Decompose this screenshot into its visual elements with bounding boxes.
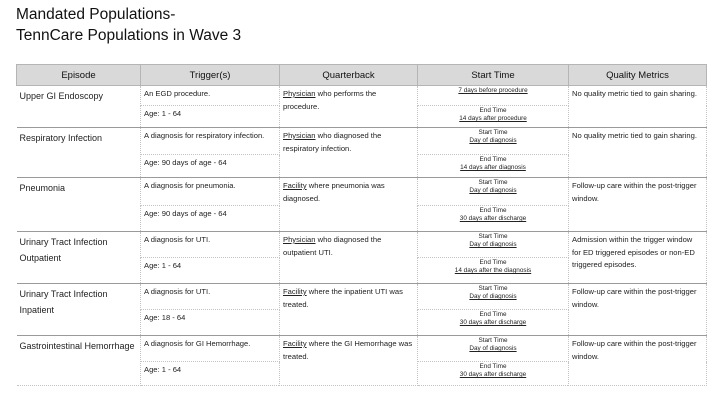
quality-metric: Follow-up care within the post-trigger window.	[569, 336, 707, 386]
quarterback-desc: who performs the procedure.	[283, 89, 377, 111]
quality-metric: No quality metric tied to gain sharing.	[569, 128, 707, 178]
episode-name: Respiratory Infection	[17, 128, 141, 178]
table-row	[17, 232, 707, 258]
start-label: Start Time	[478, 233, 508, 240]
header-start-time: Start Time	[418, 65, 569, 86]
start-time-cell	[418, 128, 569, 155]
quarterback-role: Physician	[283, 89, 316, 98]
episodes-table	[16, 64, 707, 386]
quarterback-desc: where the GI Hemorrhage was treated.	[283, 339, 413, 361]
start-value: Day of diagnosis	[469, 293, 517, 300]
start-label: Start Time	[478, 337, 508, 344]
age-range: Age: 90 days of age - 64	[141, 206, 280, 232]
end-value: 14 days after procedure	[459, 115, 527, 122]
quarterback-cell	[280, 232, 418, 284]
end-time-cell	[418, 206, 569, 232]
start-value: Day of diagnosis	[469, 137, 517, 144]
episode-name: Urinary Tract Infection Inpatient	[17, 284, 141, 336]
end-value: 14 days after diagnosis	[460, 164, 526, 171]
start-time-cell	[418, 284, 569, 310]
start-time-cell	[418, 178, 569, 206]
start-label: Start Time	[478, 285, 508, 292]
table-row	[17, 336, 707, 362]
header-trigger: Trigger(s)	[141, 65, 280, 86]
start-time-cell	[418, 86, 569, 106]
quarterback-desc: who diagnosed the outpatient UTI.	[283, 235, 382, 257]
quarterback-cell	[280, 128, 418, 178]
trigger-text: A diagnosis for UTI.	[141, 284, 280, 310]
age-range: Age: 1 - 64	[141, 362, 280, 386]
quarterback-desc: where pneumonia was diagnosed.	[283, 181, 385, 203]
quality-metric: Follow-up care within the post-trigger window.	[569, 178, 707, 232]
table-row	[17, 86, 707, 106]
episode-name: Pneumonia	[17, 178, 141, 232]
quarterback-cell	[280, 284, 418, 336]
page-title	[16, 4, 241, 46]
end-time-cell	[418, 362, 569, 386]
header-quality-metrics: Quality Metrics	[569, 65, 707, 86]
quarterback-role: Physician	[283, 235, 316, 244]
trigger-text: A diagnosis for UTI.	[141, 232, 280, 258]
trigger-text: A diagnosis for respiratory infection.	[141, 128, 280, 155]
table-row	[17, 178, 707, 206]
end-time-cell	[418, 106, 569, 128]
table-row	[17, 284, 707, 310]
end-value: 14 days after the diagnosis	[454, 267, 532, 274]
trigger-text: A diagnosis for GI Hemorrhage.	[141, 336, 280, 362]
end-label: End Time	[479, 363, 507, 370]
quarterback-cell	[280, 86, 418, 128]
header-episode: Episode	[17, 65, 141, 86]
start-value: Day of diagnosis	[469, 345, 517, 352]
end-time-cell	[418, 155, 569, 178]
quality-metric: Follow-up care within the post-trigger window.	[569, 284, 707, 336]
title-line-2: TennCare Populations in Wave 3	[16, 27, 242, 44]
header-row	[17, 65, 707, 86]
end-label: End Time	[479, 207, 507, 214]
title-line-1: Mandated Populations-	[16, 6, 176, 23]
trigger-text: An EGD procedure.	[141, 86, 280, 106]
end-label: End Time	[479, 156, 507, 163]
end-value: 30 days after discharge	[459, 215, 527, 222]
end-label: End Time	[479, 311, 507, 318]
start-label: Start Time	[478, 129, 508, 136]
quarterback-role: Facility	[283, 287, 307, 296]
end-label: End Time	[479, 259, 507, 266]
episode-name: Gastrointestinal Hemorrhage	[17, 336, 141, 386]
end-value: 30 days after discharge	[459, 371, 527, 378]
start-value: Day of diagnosis	[469, 187, 517, 194]
age-range: Age: 1 - 64	[141, 258, 280, 284]
start-label: Start Time	[478, 179, 508, 186]
header-quarterback: Quarterback	[280, 65, 418, 86]
quarterback-role: Facility	[283, 181, 307, 190]
age-range: Age: 1 - 64	[141, 106, 280, 128]
quality-metric: Admission within the trigger window for ED triggered episodes or non-ED triggered episodes.	[569, 232, 707, 284]
end-value: 30 days after discharge	[459, 319, 527, 326]
episode-name: Upper GI Endoscopy	[17, 86, 141, 128]
age-range: Age: 18 - 64	[141, 310, 280, 336]
start-time-cell	[418, 336, 569, 362]
start-value: Day of diagnosis	[469, 241, 517, 248]
quarterback-desc: where the inpatient UTI was treated.	[283, 287, 403, 309]
trigger-text: A diagnosis for pneumonia.	[141, 178, 280, 206]
end-time-cell	[418, 310, 569, 336]
quarterback-desc: who diagnosed the respiratory infection.	[283, 131, 382, 153]
quarterback-role: Facility	[283, 339, 307, 348]
episode-name: Urinary Tract Infection Outpatient	[17, 232, 141, 284]
start-value: 7 days before procedure	[458, 87, 528, 94]
table-row	[17, 128, 707, 155]
age-range: Age: 90 days of age - 64	[141, 155, 280, 178]
end-label: End Time	[479, 107, 507, 114]
quarterback-cell	[280, 336, 418, 386]
start-time-cell	[418, 232, 569, 258]
quarterback-role: Physician	[283, 131, 316, 140]
end-time-cell	[418, 258, 569, 284]
quality-metric: No quality metric tied to gain sharing.	[569, 86, 707, 128]
quarterback-cell	[280, 178, 418, 232]
